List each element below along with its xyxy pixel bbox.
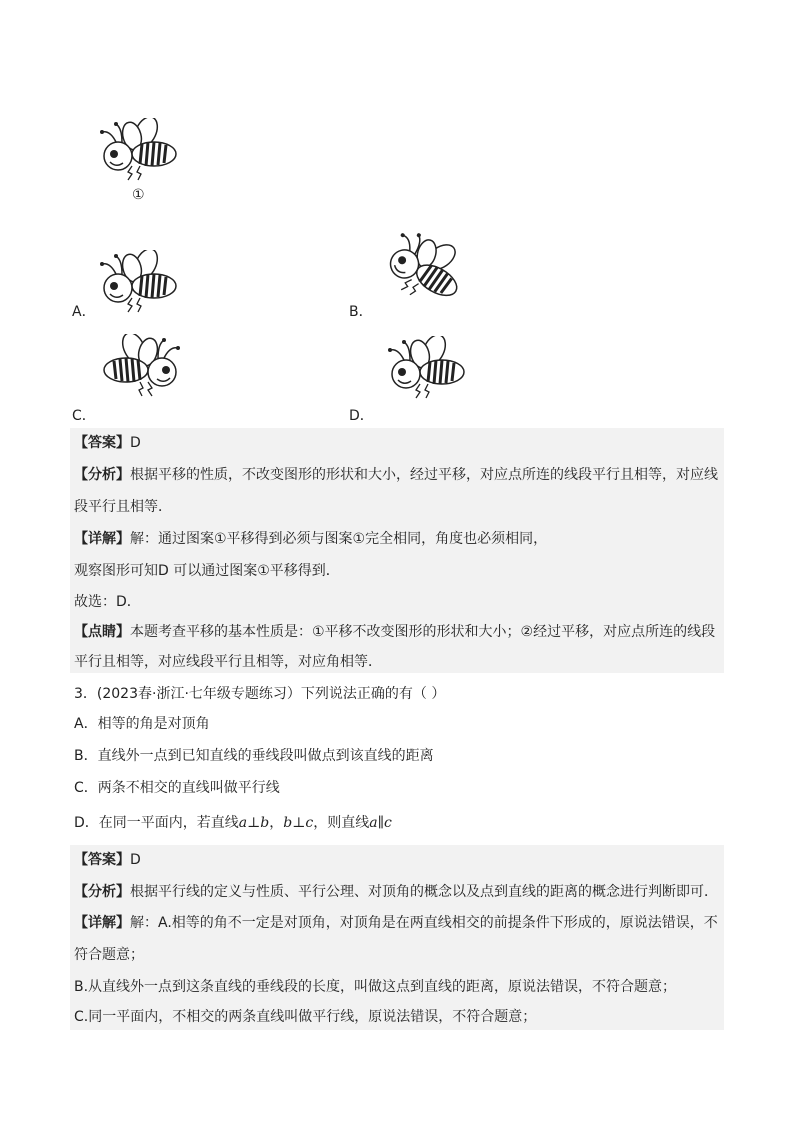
detail-tag: 【详解】 bbox=[74, 915, 130, 931]
detail-text: 解：A.相等的角不一定是对顶角，对顶角是在两直线相交的前提条件下形成的，原说法错误，不 bbox=[130, 915, 718, 931]
figure-1-label: ① bbox=[132, 187, 145, 203]
q3-option-a: A．相等的角是对顶角 bbox=[74, 716, 210, 732]
analysis-tag: 【分析】 bbox=[74, 884, 130, 900]
bee-option-c bbox=[100, 334, 184, 404]
bee-figure-1 bbox=[96, 118, 180, 188]
sol1-detail-line-1 bbox=[74, 529, 547, 549]
option-a-label: A． bbox=[72, 304, 96, 320]
q3-d-math-3: a∥c bbox=[369, 815, 392, 831]
option-d-label: D． bbox=[349, 408, 374, 424]
solution-block-3 bbox=[70, 845, 724, 1030]
sol3-detail-line-4: C.同一平面内，不相交的两条直线叫做平行线，原说法错误，不符合题意； bbox=[74, 1009, 537, 1025]
q3-option-c: C．两条不相交的直线叫做平行线 bbox=[74, 780, 280, 796]
analysis-tag: 【分析】 bbox=[74, 467, 130, 483]
sol3-analysis-line-1 bbox=[74, 882, 718, 902]
answer-tag: 【答案】 bbox=[74, 435, 130, 451]
bee-option-a bbox=[96, 250, 180, 320]
q3-option-b: B．直线外一点到已知直线的垂线段叫做点到该直线的距离 bbox=[74, 748, 434, 764]
detail-text: 解：通过图案①平移得到必须与图案①完全相同，角度也必须相同， bbox=[130, 531, 548, 547]
detail-tag: 【详解】 bbox=[74, 531, 130, 547]
analysis-text: 根据平移的性质，不改变图形的形状和大小，经过平移，对应点所连的线段平行且相等，对应线 bbox=[130, 467, 718, 483]
option-b-label: B． bbox=[349, 304, 373, 320]
q3-d-pre: D．在同一平面内，若直线 bbox=[74, 815, 239, 831]
sol1-detail-line-3: 故选：D． bbox=[74, 594, 141, 610]
sol1-detail-line-2: 观察图形可知D 可以通过图案①平移得到． bbox=[74, 563, 340, 579]
comment-tag: 【点睛】 bbox=[74, 624, 130, 640]
option-c-label: C． bbox=[72, 408, 96, 424]
q3-stem: 3．(2023春·浙江·七年级专题练习）下列说法正确的有（ ） bbox=[74, 686, 446, 702]
sol1-answer bbox=[74, 433, 141, 453]
bee-option-b bbox=[380, 232, 466, 308]
analysis-text: 根据平行线的定义与性质、平行公理、对顶角的概念以及点到直线的距离的概念进行判断即可． bbox=[130, 884, 718, 900]
sol1-analysis-line-1 bbox=[74, 465, 718, 485]
q3-option-d bbox=[74, 813, 392, 833]
sol3-detail-line-2: 符合题意； bbox=[74, 947, 144, 963]
bee-option-d bbox=[384, 336, 468, 406]
sol1-comment-line-1 bbox=[74, 622, 715, 642]
sol1-comment-line-2: 平行且相等，对应线段平行且相等，对应角相等． bbox=[74, 654, 382, 670]
q3-d-post: ，则直线 bbox=[313, 815, 370, 831]
q3-d-mid: ， bbox=[269, 815, 284, 831]
comment-text: 本题考查平移的基本性质是：①平移不改变图形的形状和大小；②经过平移，对应点所连的线段 bbox=[130, 624, 716, 640]
q3-d-math-1: a⊥b bbox=[238, 815, 270, 831]
answer-value: D bbox=[130, 435, 141, 451]
sol1-analysis-line-2: 段平行且相等． bbox=[74, 499, 172, 515]
answer-value: D bbox=[130, 852, 141, 868]
answer-tag: 【答案】 bbox=[74, 852, 130, 868]
sol3-detail-line-3: B.从直线外一点到这条直线的垂线段的长度，叫做这点到直线的距离，原说法错误，不符合题意； bbox=[74, 979, 677, 995]
sol3-answer bbox=[74, 850, 141, 870]
q3-d-math-2: b⊥c bbox=[283, 815, 314, 831]
sol3-detail-line-1 bbox=[74, 913, 718, 933]
